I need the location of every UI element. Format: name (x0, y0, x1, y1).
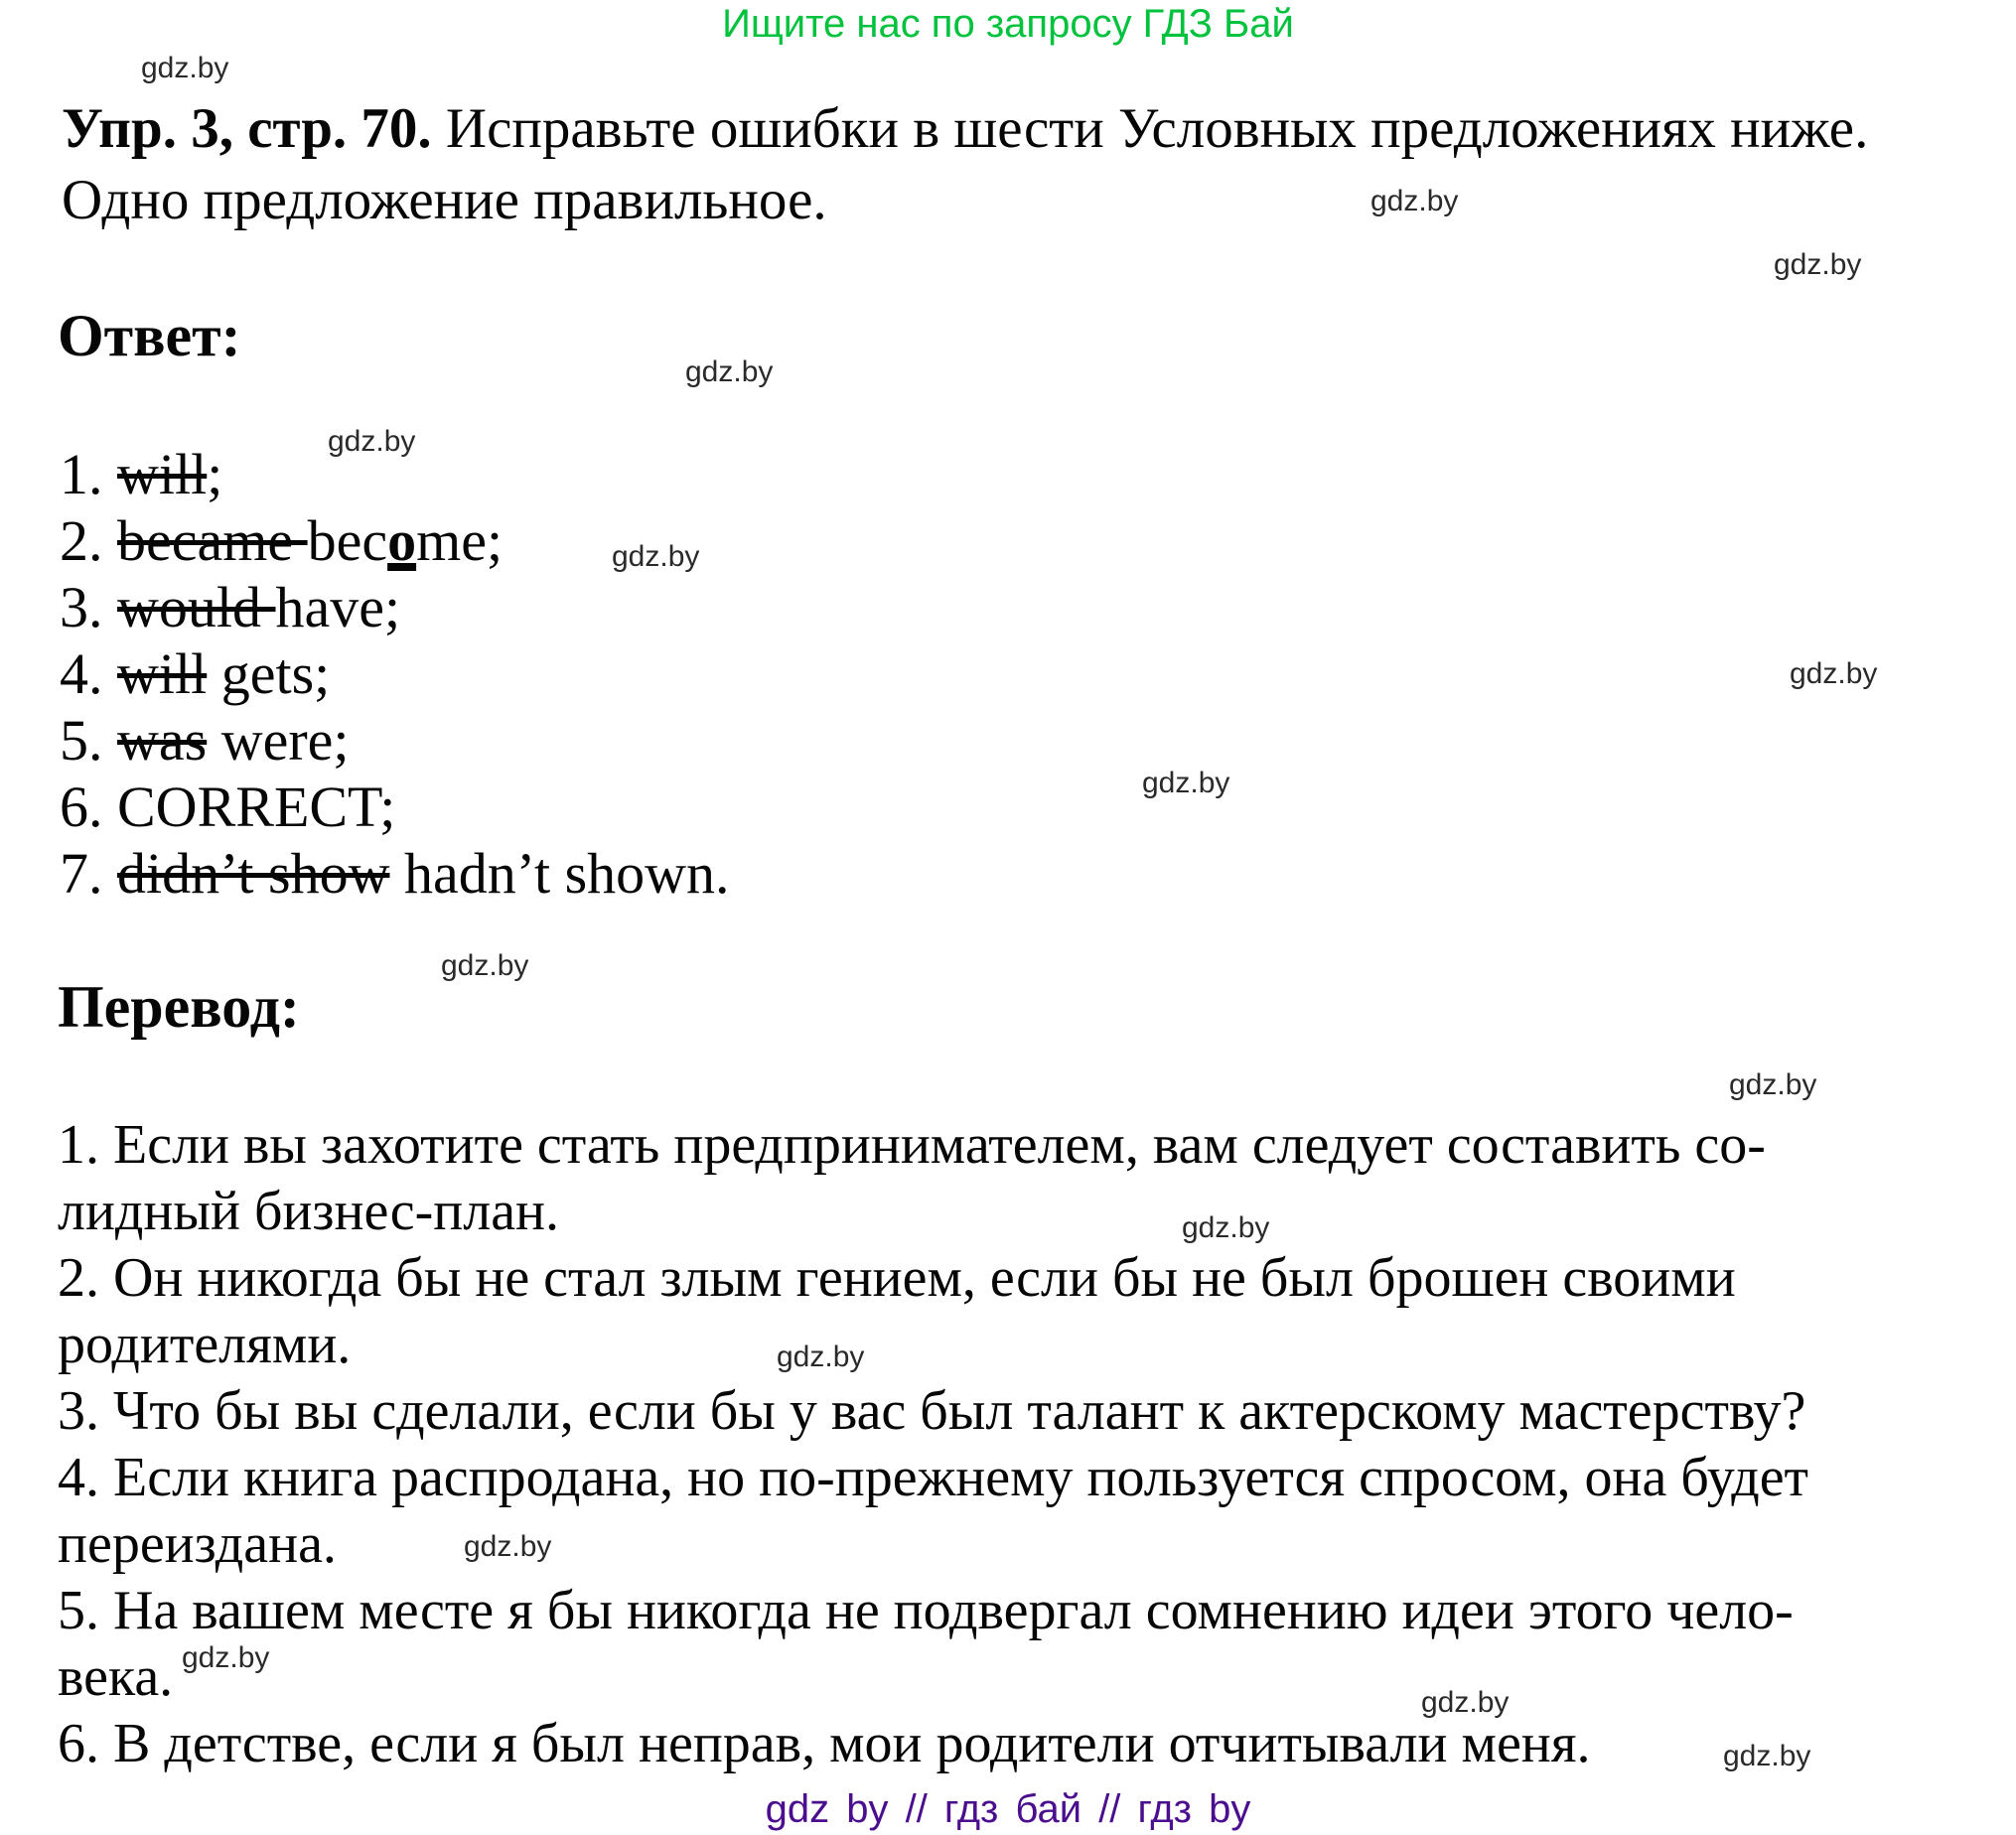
translation-line: века. (58, 1646, 174, 1708)
gdz-watermark: gdz.by (1142, 767, 1230, 799)
translation-line: 3. Что бы вы сделали, если бы у вас был талант к актерскому мастерству? (58, 1380, 1806, 1442)
answer-item (60, 574, 730, 640)
answer-item (60, 640, 730, 707)
crossed-out-word: didn’t show (117, 841, 390, 906)
translation-line: 6. В детстве, если я был неправ, мои родители отчитывали меня. (58, 1713, 1591, 1774)
answer-list (60, 441, 730, 907)
answer-text: 6. CORRECT; (60, 775, 396, 839)
translation-block (58, 1112, 1811, 1777)
exercise-task-text: Исправьте ошибки в шести Условных предложениях ниже. (431, 97, 1869, 160)
crossed-out-word: would (117, 575, 276, 639)
gdz-watermark: gdz.by (777, 1341, 865, 1373)
exercise-title (62, 93, 1998, 236)
translation-line: 1. Если вы захотите стать предпринимателем, вам следует составить со- (58, 1114, 1766, 1176)
gdz-watermark: gdz.by (1790, 657, 1878, 690)
translation-line: переиздана. (58, 1513, 337, 1575)
gdz-watermark: gdz.by (685, 355, 774, 388)
crossed-out-word: will (117, 442, 208, 506)
crossed-out-word: was (117, 708, 208, 773)
answer-text: hadn’t shown. (389, 841, 730, 906)
promo-banner: Ищите нас по запросу ГДЗ Бай (722, 2, 1294, 46)
gdz-watermark: gdz.by (1182, 1211, 1270, 1244)
answer-item (60, 774, 730, 840)
answer-text: ; (207, 442, 223, 506)
gdz-watermark: gdz.by (1774, 248, 1862, 281)
answer-text: were; (207, 708, 350, 773)
gdz-watermark: gdz.by (1723, 1740, 1811, 1772)
exercise-task-text-line2: Одно предложение правильное. (62, 169, 827, 231)
answer-item (60, 507, 730, 574)
translation-line: 2. Он никогда бы не стал злым гением, если бы не был брошен своими (58, 1247, 1736, 1309)
answer-text: 4. (60, 641, 117, 706)
answer-text: 3. (60, 575, 117, 639)
answer-text: gets; (207, 641, 331, 706)
answer-text: 1. (60, 442, 117, 506)
exercise-ref: Упр. 3, стр. 70. (62, 97, 432, 160)
crossed-out-word: will (117, 641, 208, 706)
gdz-watermark: gdz.by (441, 949, 529, 982)
translation-line: 4. Если книга распродана, но по-прежнему пользуется спросом, она будет (58, 1447, 1809, 1508)
footer-links: gdz by // гдз бай // гдз by (765, 1787, 1251, 1831)
gdz-watermark: gdz.by (141, 52, 229, 84)
answer-text: 7. (60, 841, 117, 906)
gdz-watermark: gdz.by (328, 425, 416, 458)
translation-line: родителями. (58, 1314, 352, 1375)
answer-item (60, 707, 730, 774)
translation-line: 5. На вашем месте я бы никогда не подвергал сомнению идеи этого чело- (58, 1580, 1794, 1641)
answer-text: bec (307, 508, 388, 573)
answer-item (60, 441, 730, 507)
answer-item (60, 840, 730, 907)
gdz-watermark: gdz.by (1370, 185, 1459, 217)
gdz-watermark: gdz.by (182, 1641, 270, 1674)
answer-text: 2. (60, 508, 117, 573)
gdz-watermark: gdz.by (612, 540, 700, 573)
translation-line: лидный бизнес-план. (58, 1181, 560, 1242)
gdz-watermark: gdz.by (1729, 1068, 1817, 1101)
gdz-watermark: gdz.by (1421, 1686, 1510, 1719)
translation-heading: Перевод: (58, 974, 300, 1040)
crossed-out-word: became (117, 508, 308, 573)
answer-heading: Ответ: (58, 303, 241, 368)
answer-text: have; (275, 575, 401, 639)
highlighted-letter: o (387, 508, 417, 573)
answer-text: 5. (60, 708, 117, 773)
gdz-watermark: gdz.by (464, 1530, 552, 1563)
answer-text: me; (416, 508, 504, 573)
